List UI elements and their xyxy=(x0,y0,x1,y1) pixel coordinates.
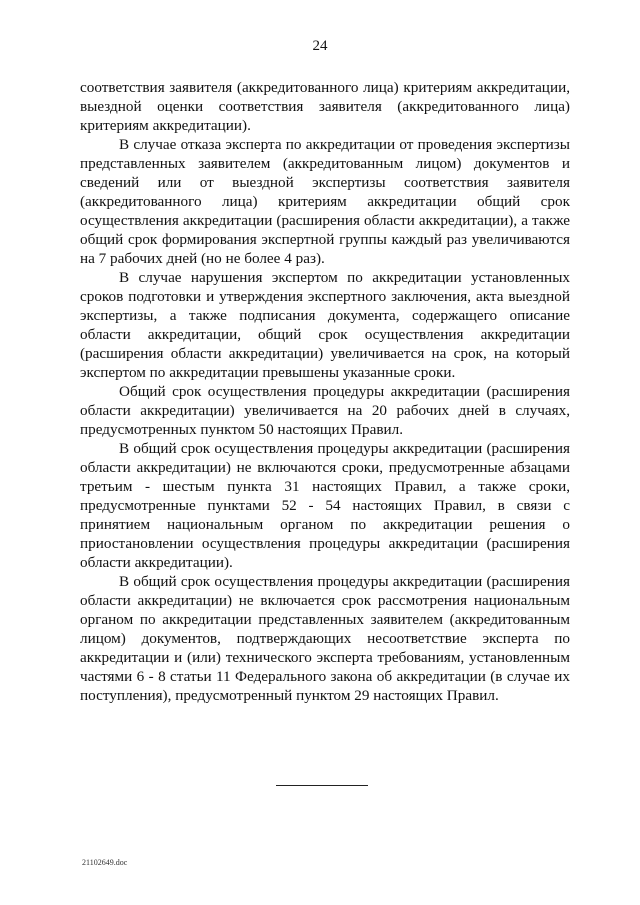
document-file-code: 21102649.doc xyxy=(82,858,128,867)
page-number: 24 xyxy=(312,38,328,54)
document-body xyxy=(80,78,570,705)
paragraph: В случае отказа эксперта по аккредитации от проведения экспертизы представленных заявителем (аккредитованным лицом) документов и сведений или от выездной экспертизы соответствия заявителя (аккредитованного лица) критериям аккредитации общий срок осуществления аккредитации (расширения области аккредитации), а также общий срок формирования экспертной группы каждый раз увеличиваются на 7 рабочих дней (но не более 4 раз). xyxy=(80,136,570,267)
paragraph: В общий срок осуществления процедуры аккредитации (расширения области аккредитации) не включаются сроки, предусмотренные абзацами третьим - шестым пункта 31 настоящих Правил, а также сроки, предусмотренные пунктами 52 - 54 настоящих Правил, в связи с принятием национальным органом по аккредитации решения о приостановлении осуществления процедуры аккредитации (расширения области аккредитации). xyxy=(80,440,570,571)
paragraph: Общий срок осуществления процедуры аккредитации (расширения области аккредитации) увеличивается на 20 рабочих дней в случаях, предусмотренных пунктом 50 настоящих Правил. xyxy=(80,383,570,438)
paragraph: В случае нарушения экспертом по аккредитации установленных сроков подготовки и утверждения экспертного заключения, акта выездной экспертизы, а также подписания документа, содержащего описание области аккредитации, общий срок осуществления аккредитации (расширения области аккредитации) увеличивается на срок, на который экспертом по аккредитации превышены указанные сроки. xyxy=(80,269,570,381)
paragraph: В общий срок осуществления процедуры аккредитации (расширения области аккредитации) не включается срок рассмотрения национальным органом по аккредитации представленных заявителем (аккредитованным лицом) документов, подтверждающих несоответствие эксперта по аккредитации и (или) технического эксперта требованиям, установленным частями 6 - 8 статьи 11 Федерального закона об аккредитации (в случае их поступления), предусмотренный пунктом 29 настоящих Правил. xyxy=(80,573,570,704)
end-separator-line xyxy=(276,785,368,786)
paragraph-continuation: соответствия заявителя (аккредитованного лица) критериям аккредитации, выездной оценки соответствия заявителя (аккредитованного лица) критериям аккредитации). xyxy=(80,79,570,134)
